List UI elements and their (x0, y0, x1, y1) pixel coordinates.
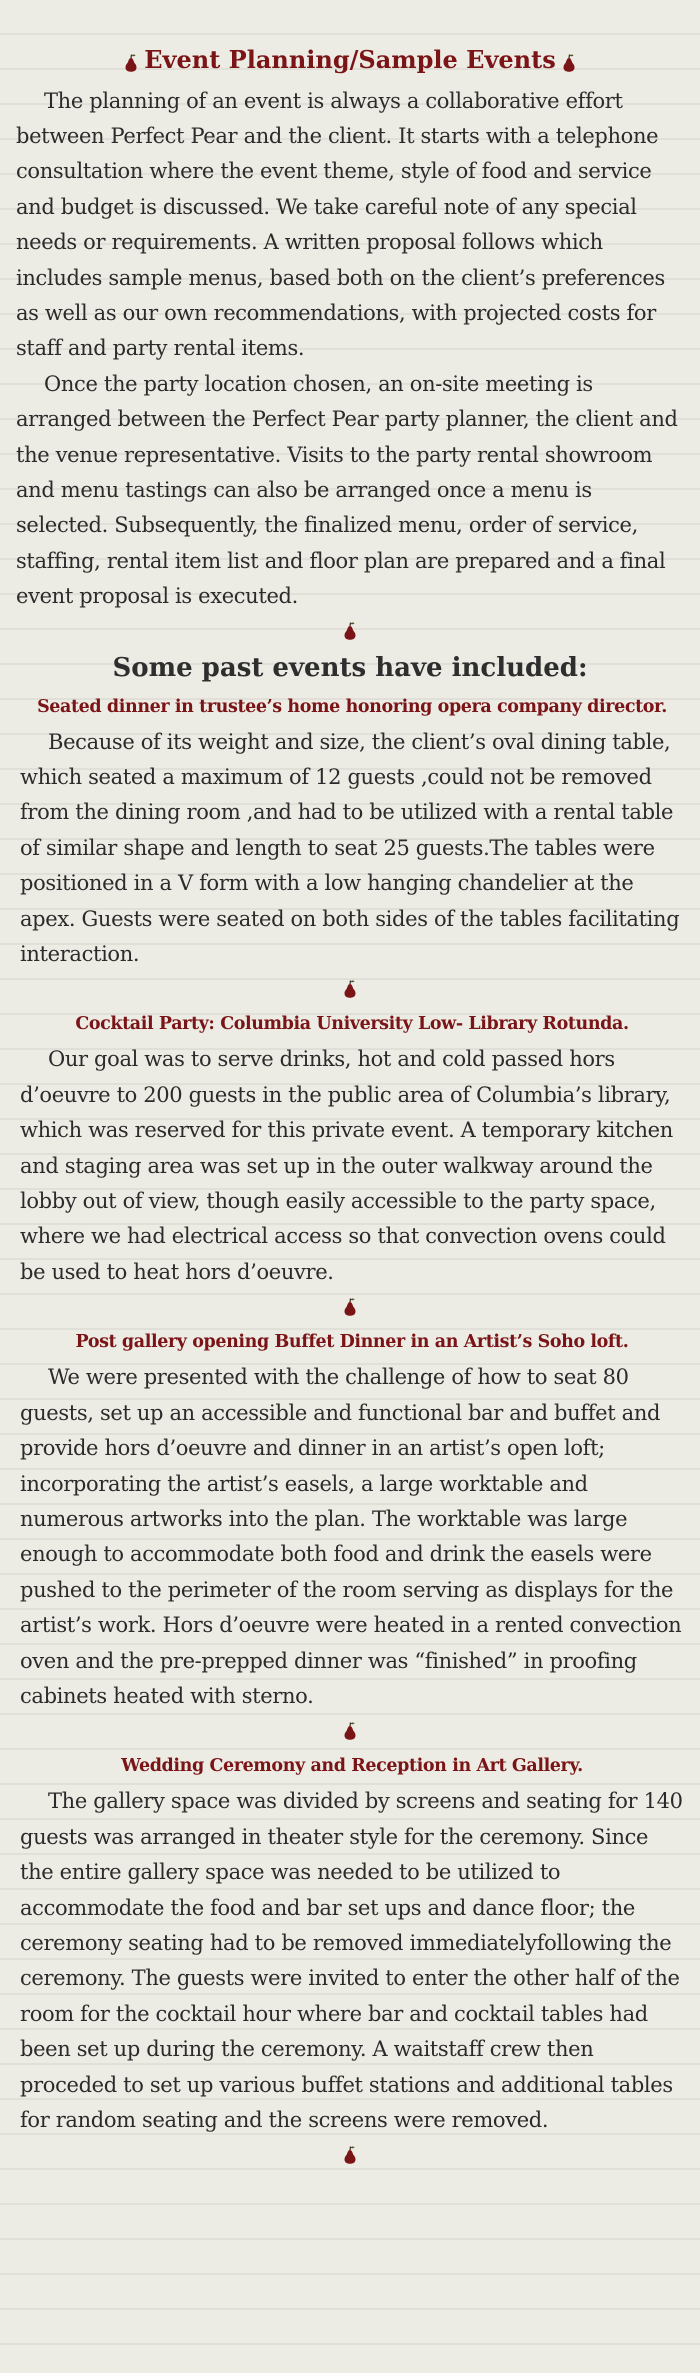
divider (16, 2140, 684, 2168)
event-body: Because of its weight and size, the client’s oval dining table, which seated a maximum of 12 guests ,could not be removed from the dining room ,and had to be utilized with a rental table of similar shape and length to seat 25 guests.The tables were positioned in a V form with a low hanging chandelier at the apex. Guests were seated on both sides of the tables facilitating interaction. (20, 729, 680, 967)
past-events-heading: Some past events have included: (112, 652, 588, 683)
page-title (16, 44, 684, 78)
pear-icon (562, 46, 576, 78)
intro-paragraph-2: Once the party location chosen, an on-site meeting is arranged between the Perfect Pear party planner, the client and the venue representative. Visits to the party rental showroom and menu tastings can also be arranged once a menu is selected. Subsequently, the finalized menu, order of service, staffing, rental item list and floor plan are prepared and a final event proposal is executed. (16, 371, 678, 609)
event-section-4 (16, 1750, 684, 2138)
event-title: Post gallery opening Buffet Dinner in an Artist’s Soho loft. (75, 1332, 629, 1353)
pear-icon (343, 2144, 357, 2163)
pear-icon (343, 1296, 357, 1315)
event-body: Our goal was to serve drinks, hot and cold passed hors d’oeuvre to 200 guests in the public area of Columbia’s library, which was reserved for this private event. A temporary kitchen and staging area was set up in the outer walkway around the lobby out of view, though easily accessible to the party space, where we had electrical access so that convection ovens could be used to heat hors d’oeuvre. (20, 1047, 673, 1284)
event-title: Cocktail Party: Columbia University Low- Library Rotunda. (75, 1014, 629, 1035)
divider (16, 617, 684, 645)
divider (16, 1292, 684, 1320)
event-title: Seated dinner in trustee’s home honoring opera company director. (37, 696, 667, 717)
pear-icon (343, 1720, 357, 1739)
event-title: Wedding Ceremony and Reception in Art Gallery. (121, 1756, 583, 1777)
event-body: The gallery space was divided by screens and seating for 140 guests was arranged in theater style for the ceremony. Since the entire gallery space was needed to be utilized to accommodate the food and bar set ups and dance floor; the ceremony seating had to be removed immediatelyfollowing the ceremony. The guests were invited to enter the other half of the room for the cocktail hour where bar and cocktail tables had been set up during the ceremony. A waitstaff crew then proceded to set up various buffet stations and additional tables for random seating and the screens were removed. (20, 1789, 683, 2132)
intro-paragraph-1: The planning of an event is always a collaborative effort between Perfect Pear and the client. It starts with a telephone consultation where the event theme, style of food and service and budget is discussed. We take careful note of any special needs or requirements. A written proposal follows which includes sample menus, based both on the client’s preferences as well as our own recommendations, with projected costs for staff and party rental items. (16, 88, 665, 361)
divider (16, 1716, 684, 1744)
event-body: We were presented with the challenge of how to seat 80 guests, set up an accessible and functional bar and buffet and provide hors d’oeuvre and dinner in an artist’s open loft; incorporating the artist’s easels, a large worktable and numerous artworks into the plan. The worktable was large enough to accommodate both food and drink the easels were pushed to the perimeter of the room serving as displays for the artist’s work. Hors d’oeuvre were heated in a rented convection oven and the pre-prepped dinner was “finished” in proofing cabinets heated with sterno. (20, 1365, 682, 1708)
event-section-1 (16, 691, 684, 973)
page-title-text: Event Planning/Sample Events (144, 45, 556, 74)
pear-icon (343, 978, 357, 997)
divider (16, 974, 684, 1002)
event-section-2 (16, 1008, 684, 1290)
pear-icon (124, 46, 138, 78)
pear-icon (343, 621, 357, 640)
event-section-3 (16, 1326, 684, 1714)
